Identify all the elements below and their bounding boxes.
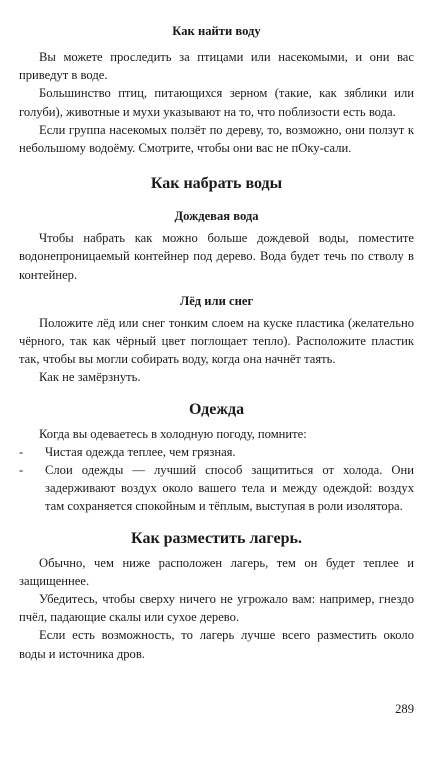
- paragraph: Если есть возможность, то лагерь лучше всего разместить около воды и источника дров.: [19, 628, 414, 661]
- paragraph: Если группа насекомых ползёт по дереву, то, возможно, они ползут к небольшому водоёму. Смотрите, чтобы они вас не пОку-сали.: [19, 122, 414, 156]
- section-heading-find-water: Как найти воду: [172, 24, 261, 38]
- subheading-ice-snow: Лёд или снег: [179, 293, 254, 308]
- list-item-text: Чистая одежда теплее, чем грязная.: [45, 444, 236, 459]
- paragraph: Чтобы набрать как можно больше дождевой воды, поместите водонепроницаемый контейнер под дерево. Вода будет течь по стволу в контейнер.: [19, 231, 414, 282]
- section-heading-camp: Как разместить лагерь.: [131, 529, 302, 547]
- paragraph: Обычно, чем ниже расположен лагерь, тем он будет теплее и защищеннее.: [19, 555, 414, 588]
- list-item-text: Слои одежды — лучший способ защититься от холода. Они задерживают воздух около вашего тела и между одеждой: воздух там сохраняется спокойным и тёплым, выступая в роли изолятора.: [45, 463, 414, 514]
- clothing-list: [19, 443, 414, 516]
- paragraph: Большинство птиц, питающихся зерном (такие, как зяблики или голуби), животные и мухи указывают на то, что поблизости есть вода.: [19, 86, 414, 119]
- paragraph: Положите лёд или снег тонким слоем на куске пластика (желательно чёрного, так как чёрный цвет поглощает тепло). Расположите пластик так, чтобы вы могли собирать воду, когда она начнёт таять.: [19, 315, 414, 367]
- paragraph: Как не замёрзнуть.: [39, 370, 141, 385]
- section-heading-collect-water: Как набрать воды: [150, 175, 283, 193]
- page-number: 289: [395, 702, 414, 716]
- subheading-rain-water: Дождевая вода: [174, 209, 259, 224]
- list-marker: -: [19, 444, 24, 459]
- list-item: [19, 443, 414, 461]
- list-item: [19, 461, 414, 516]
- section-heading-clothing: Одежда: [188, 400, 245, 418]
- list-marker: -: [19, 463, 24, 478]
- paragraph: Когда вы одеваетесь в холодную погоду, помните:: [39, 426, 307, 441]
- page-content: [19, 22, 414, 663]
- paragraph: Убедитесь, чтобы сверху ничего не угрожало вам: например, гнездо пчёл, падающие скалы или сухое дерево.: [19, 592, 414, 625]
- paragraph: Вы можете проследить за птицами или насекомыми, и они вас приведут в воде.: [19, 50, 414, 83]
